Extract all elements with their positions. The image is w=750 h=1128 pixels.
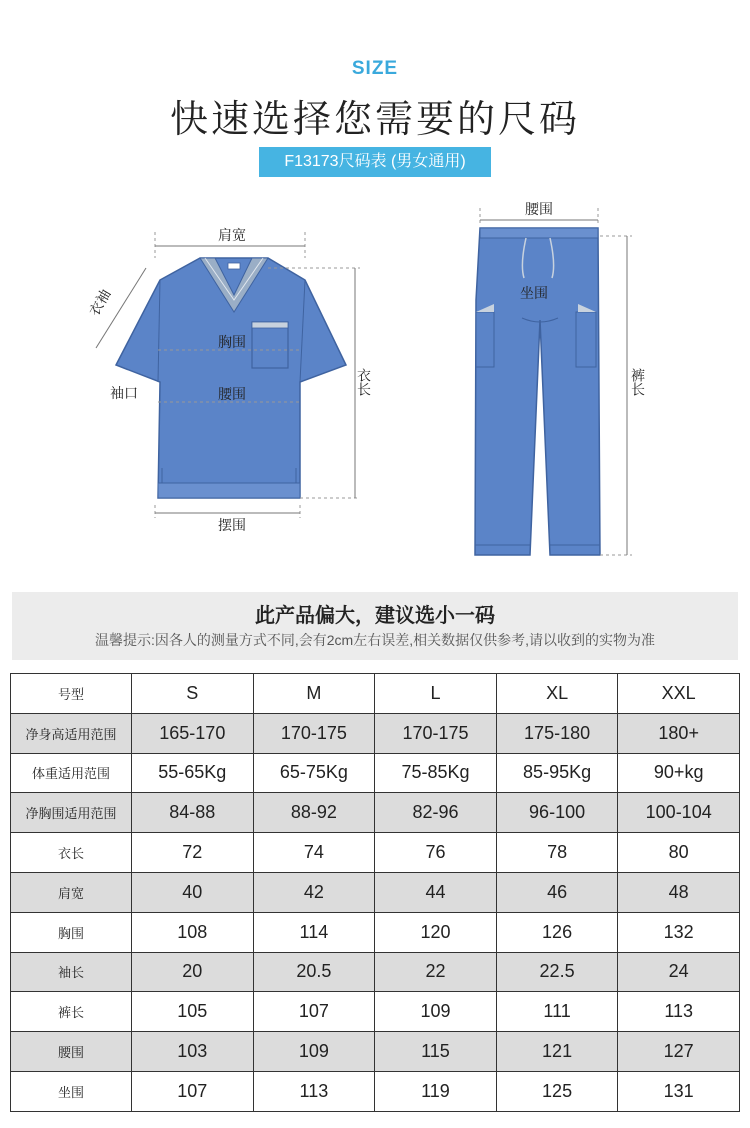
table-cell: 90+kg	[618, 753, 740, 793]
table-row-header: 坐围	[11, 1071, 132, 1111]
hip-label: 坐围	[520, 285, 548, 301]
table-cell: 72	[132, 833, 254, 873]
table-cell: 170-175	[375, 713, 497, 753]
table-row-header: 胸围	[11, 912, 132, 952]
size-tag: SIZE	[351, 58, 399, 79]
table-row	[11, 912, 740, 952]
chest-label: 胸围	[218, 334, 246, 350]
table-cell: 170-175	[253, 713, 375, 753]
table-row	[11, 753, 740, 793]
table-cell: 40	[132, 872, 254, 912]
table-cell: 114	[253, 912, 375, 952]
table-cell: 107	[132, 1071, 254, 1111]
table-cell: 107	[253, 992, 375, 1032]
table-cell: 22.5	[496, 952, 618, 992]
table-cell: 65-75Kg	[253, 753, 375, 793]
shirt-length-label: 衣长	[356, 368, 372, 396]
table-cell: 96-100	[496, 793, 618, 833]
table-cell: 109	[253, 1032, 375, 1072]
table-row	[11, 793, 740, 833]
notice-panel	[12, 592, 738, 660]
table-cell: 180+	[618, 713, 740, 753]
table-row	[11, 1071, 740, 1111]
table-cell: 132	[618, 912, 740, 952]
table-cell: 105	[132, 992, 254, 1032]
table-row-header: 体重适用范围	[11, 753, 132, 793]
table-header-cell: 号型	[11, 674, 132, 714]
table-cell: 113	[618, 992, 740, 1032]
shirt-illustration	[86, 227, 372, 533]
table-row-header: 袖长	[11, 952, 132, 992]
table-header-cell: M	[253, 674, 375, 714]
table-header-cell: XL	[496, 674, 618, 714]
table-header-cell: XXL	[618, 674, 740, 714]
sleeve-label: 衣袖	[85, 286, 114, 319]
table-cell: 76	[375, 833, 497, 873]
size-table	[10, 673, 740, 1112]
pants-illustration	[475, 201, 646, 555]
page-title: 快速选择您需要的尺码	[169, 99, 580, 141]
table-row-header: 肩宽	[11, 872, 132, 912]
table-cell: 22	[375, 952, 497, 992]
table-cell: 85-95Kg	[496, 753, 618, 793]
table-cell: 165-170	[132, 713, 254, 753]
table-cell: 80	[618, 833, 740, 873]
table-cell: 44	[375, 872, 497, 912]
table-row	[11, 1032, 740, 1072]
pants-waist-label: 腰围	[525, 201, 553, 217]
table-cell: 46	[496, 872, 618, 912]
table-cell: 55-65Kg	[132, 753, 254, 793]
table-cell: 20.5	[253, 952, 375, 992]
table-cell: 120	[375, 912, 497, 952]
table-cell: 115	[375, 1032, 497, 1072]
table-row-header: 净身高适用范围	[11, 713, 132, 753]
shirt-waist-label: 腰围	[218, 386, 246, 402]
notice-title: 此产品偏大，建议选小一码	[255, 605, 495, 627]
table-cell: 103	[132, 1032, 254, 1072]
size-chart-badge: F13173尺码表 (男女通用)	[259, 147, 491, 177]
table-cell: 82-96	[375, 793, 497, 833]
table-header-cell: L	[375, 674, 497, 714]
table-cell: 113	[253, 1071, 375, 1111]
table-cell: 119	[375, 1071, 497, 1111]
table-cell: 131	[618, 1071, 740, 1111]
shoulder-label: 肩宽	[218, 227, 246, 243]
table-cell: 75-85Kg	[375, 753, 497, 793]
table-cell: 126	[496, 912, 618, 952]
garment-diagram	[0, 190, 750, 570]
table-cell: 20	[132, 952, 254, 992]
table-cell: 121	[496, 1032, 618, 1072]
table-row-header: 腰围	[11, 1032, 132, 1072]
table-cell: 78	[496, 833, 618, 873]
table-header-row	[11, 674, 740, 714]
pants-length-label: 裤长	[630, 368, 646, 396]
table-row-header: 裤长	[11, 992, 132, 1032]
notice-text: 温馨提示:因各人的测量方式不同,会有2cm左右误差,相关数据仅供参考,请以收到的实物为准	[94, 632, 655, 648]
table-cell: 175-180	[496, 713, 618, 753]
table-row-header: 净胸围适用范围	[11, 793, 132, 833]
table-cell: 48	[618, 872, 740, 912]
table-row-header: 衣长	[11, 833, 132, 873]
table-row	[11, 992, 740, 1032]
table-row	[11, 713, 740, 753]
table-cell: 127	[618, 1032, 740, 1072]
cuff-label: 袖口	[110, 385, 138, 401]
table-cell: 42	[253, 872, 375, 912]
table-cell: 84-88	[132, 793, 254, 833]
table-cell: 88-92	[253, 793, 375, 833]
table-row	[11, 952, 740, 992]
table-row	[11, 833, 740, 873]
table-cell: 74	[253, 833, 375, 873]
table-cell: 109	[375, 992, 497, 1032]
table-row	[11, 872, 740, 912]
table-cell: 108	[132, 912, 254, 952]
table-cell: 24	[618, 952, 740, 992]
hem-label: 摆围	[218, 517, 246, 533]
table-cell: 100-104	[618, 793, 740, 833]
table-header-cell: S	[132, 674, 254, 714]
table-cell: 111	[496, 992, 618, 1032]
table-cell: 125	[496, 1071, 618, 1111]
